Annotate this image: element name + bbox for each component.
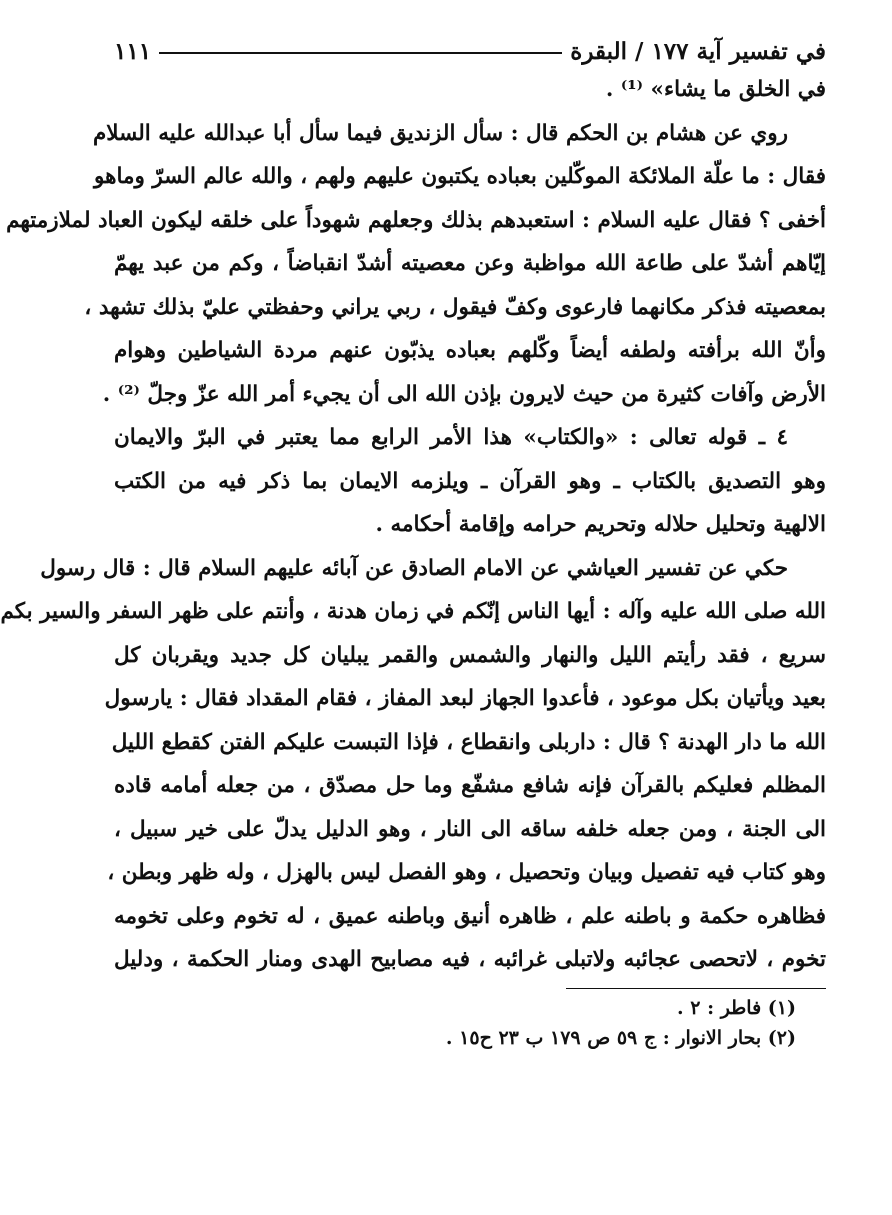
- text-line: فظاهره حكمة و باطنه علم ، ظاهره أنيق وباطنه عميق ، له تخوم وعلى تخومه: [114, 903, 826, 929]
- text-line: الى الجنة ، ومن جعله خلفه ساقه الى النار ، وهو الدليل يدلّ على خير سبيل ،: [114, 816, 826, 842]
- text-line: إيّاهم أشدّ على طاعة الله مواظبة وعن معصيته أشدّ انقباضاً ، وكم من عبد يهمّ: [114, 251, 826, 276]
- text-line: الالهية وتحليل حلاله وتحريم حرامه وإقامة أحكامه .: [375, 512, 826, 537]
- text-line: بمعصيته فذكر مكانهما فارعوى وكفّ فيقول ، ربي يراني وحفظتي عليّ بذلك تشهد ،: [84, 294, 826, 320]
- text-line: فقال : ما علّة الملائكة الموكّلين بعباده يكتبون عليهم ولهم ، والله عالم السرّ وماهو: [94, 164, 826, 189]
- text-line: بعيد ويأتيان بكل موعود ، فأعدوا الجهاز لبعد المفاز ، فقام المقداد فقال : يارسول: [104, 686, 826, 711]
- header-rule: [159, 52, 562, 54]
- header-title: في تفسير آية ١٧٧ / البقرة: [570, 37, 826, 65]
- text-line: المظلم فعليكم بالقرآن فإنه شافع مشفّع وما حل مصدّق ، من جعله أمامه قاده: [114, 773, 826, 798]
- text-line: تخوم ، لاتحصى عجائبه ولاتبلى غرائبه ، فيه مصابيح الهدى ومنار الحكمة ، ودليل: [114, 947, 826, 972]
- text-line: سريع ، فقد رأيتم الليل والنهار والشمس والقمر يبليان كل جديد ويقربان كل: [114, 642, 826, 668]
- text-line: روي عن هشام بن الحكم قال : سأل الزنديق فيما سأل أبا عبدالله عليه السلام: [92, 120, 788, 146]
- footnotes: [114, 993, 826, 1053]
- footnote-item: (١) فاطر : ٢ .: [677, 996, 796, 1019]
- running-header: [114, 34, 826, 68]
- text-line: وهو التصديق بالكتاب ـ وهو القرآن ـ ويلزمه الايمان بما ذكر فيه من الكتب: [114, 468, 826, 494]
- text-line: حكي عن تفسير العياشي عن الامام الصادق عن آبائه عليهم السلام قال : قال رسول: [40, 555, 788, 581]
- footnote-item: (٢) بحار الانوار : ج ٥٩ ص ١٧٩ ب ٢٣ ح١٥ .: [445, 1026, 796, 1049]
- text-line: الأرض وآفات كثيرة من حيث لايرون بإذن الله الى أن يجيء أمر الله عزّ وجلّ ⁽²⁾ .: [102, 381, 826, 407]
- text-line: الله صلى الله عليه وآله : أيها الناس إنّكم في زمان هدنة ، وأنتم على ظهر السفر والسير بكم: [0, 599, 826, 624]
- text-line: في الخلق ما يشاء» ⁽¹⁾ .: [605, 77, 826, 102]
- text-line: الله ما دار الهدنة ؟ قال : داربلى وانقطاع ، فإذا التبست عليكم الفتن كقطع الليل: [111, 729, 826, 755]
- text-line: ٤ ـ قوله تعالى : «والكتاب» هذا الأمر الرابع مما يعتبر في البرّ والايمان: [114, 425, 788, 450]
- text-line: وأنّ الله برأفته ولطفه أيضاً وكّلهم بعباده يذبّون عنهم مردة الشياطين وهوام: [114, 338, 826, 363]
- body-text: [0, 68, 826, 982]
- text-line: وهو كتاب فيه تفصيل وبيان وتحصيل ، وهو الفصل ليس بالهزل ، وله ظهر وبطن ،: [107, 860, 826, 885]
- footnote-rule: [566, 988, 826, 989]
- text-line: أخفى ؟ فقال عليه السلام : استعبدهم بذلك وجعلهم شهوداً على خلقه ليكون العباد لملازمتهم: [6, 207, 826, 233]
- page-number: ١١١: [114, 37, 152, 65]
